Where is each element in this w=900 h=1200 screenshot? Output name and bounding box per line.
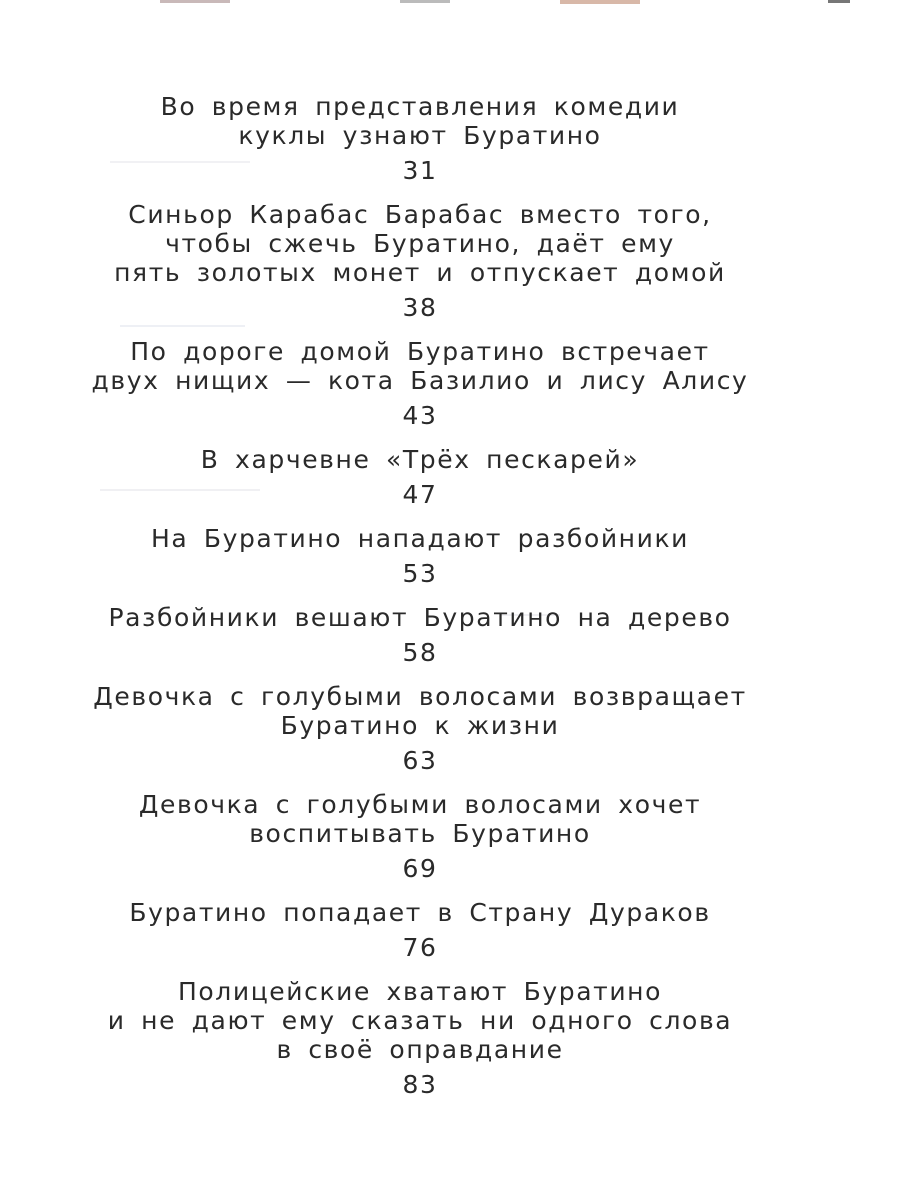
toc-entry-page-number: 76: [402, 933, 438, 962]
toc-entry-title-line: В харчевне «Трёх пескарей»: [200, 445, 640, 474]
toc-entry: [40, 337, 800, 430]
toc-entry-title-line: и не дают ему сказать ни одного слова: [107, 1006, 733, 1035]
toc-entry: [40, 92, 800, 185]
toc-entry: [40, 898, 800, 962]
toc-entry: [40, 790, 800, 883]
toc-entry: [40, 524, 800, 588]
toc-entry-title-line: Во время представления комедии: [160, 92, 680, 121]
toc-entry-page-number: 83: [402, 1070, 438, 1099]
toc-entry-page-number: 43: [402, 401, 438, 430]
toc-entry-page-number: 53: [402, 559, 438, 588]
table-of-contents: [40, 92, 800, 1114]
toc-entry-page-number: 63: [402, 746, 438, 775]
toc-entry: [40, 200, 800, 322]
toc-entry-title-line: воспитывать Буратино: [249, 819, 591, 848]
toc-entry: [40, 445, 800, 509]
toc-entry-title-line: Буратино к жизни: [280, 711, 560, 740]
toc-entry-title-line: По дороге домой Буратино встречает: [130, 337, 710, 366]
toc-entry-page-number: 47: [402, 480, 438, 509]
toc-entry-title-line: На Буратино нападают разбойники: [150, 524, 690, 553]
toc-entry-title-line: пять золотых монет и отпускает домой: [114, 258, 726, 287]
top-edge-mark-3: [560, 0, 640, 4]
toc-entry-page-number: 58: [402, 638, 438, 667]
toc-entry: [40, 977, 800, 1099]
toc-entry-title-line: Синьор Карабас Барабас вместо того,: [128, 200, 712, 229]
toc-entry-title-line: в своё оправдание: [276, 1035, 564, 1064]
toc-entry-title-line: двух нищих — кота Базилио и лису Алису: [91, 366, 749, 395]
toc-entry-title-line: Девочка с голубыми волосами возвращает: [93, 682, 747, 711]
toc-entry-title-line: Буратино попадает в Страну Дураков: [129, 898, 711, 927]
toc-entry-title-line: Девочка с голубыми волосами хочет: [138, 790, 702, 819]
toc-entry-title-line: Полицейские хватают Буратино: [177, 977, 663, 1006]
top-edge-mark-2: [400, 0, 450, 3]
toc-entry-title-line: чтобы сжечь Буратино, даёт ему: [165, 229, 675, 258]
toc-entry-page-number: 69: [402, 854, 438, 883]
toc-entry-page-number: 31: [402, 156, 438, 185]
top-edge-mark-1: [160, 0, 230, 3]
toc-entry-title-line: Разбойники вешают Буратино на дерево: [108, 603, 732, 632]
toc-entry: [40, 682, 800, 775]
toc-entry: [40, 603, 800, 667]
toc-entry-title-line: куклы узнают Буратино: [238, 121, 602, 150]
toc-entry-page-number: 38: [402, 293, 438, 322]
top-edge-mark-4: [828, 0, 850, 3]
